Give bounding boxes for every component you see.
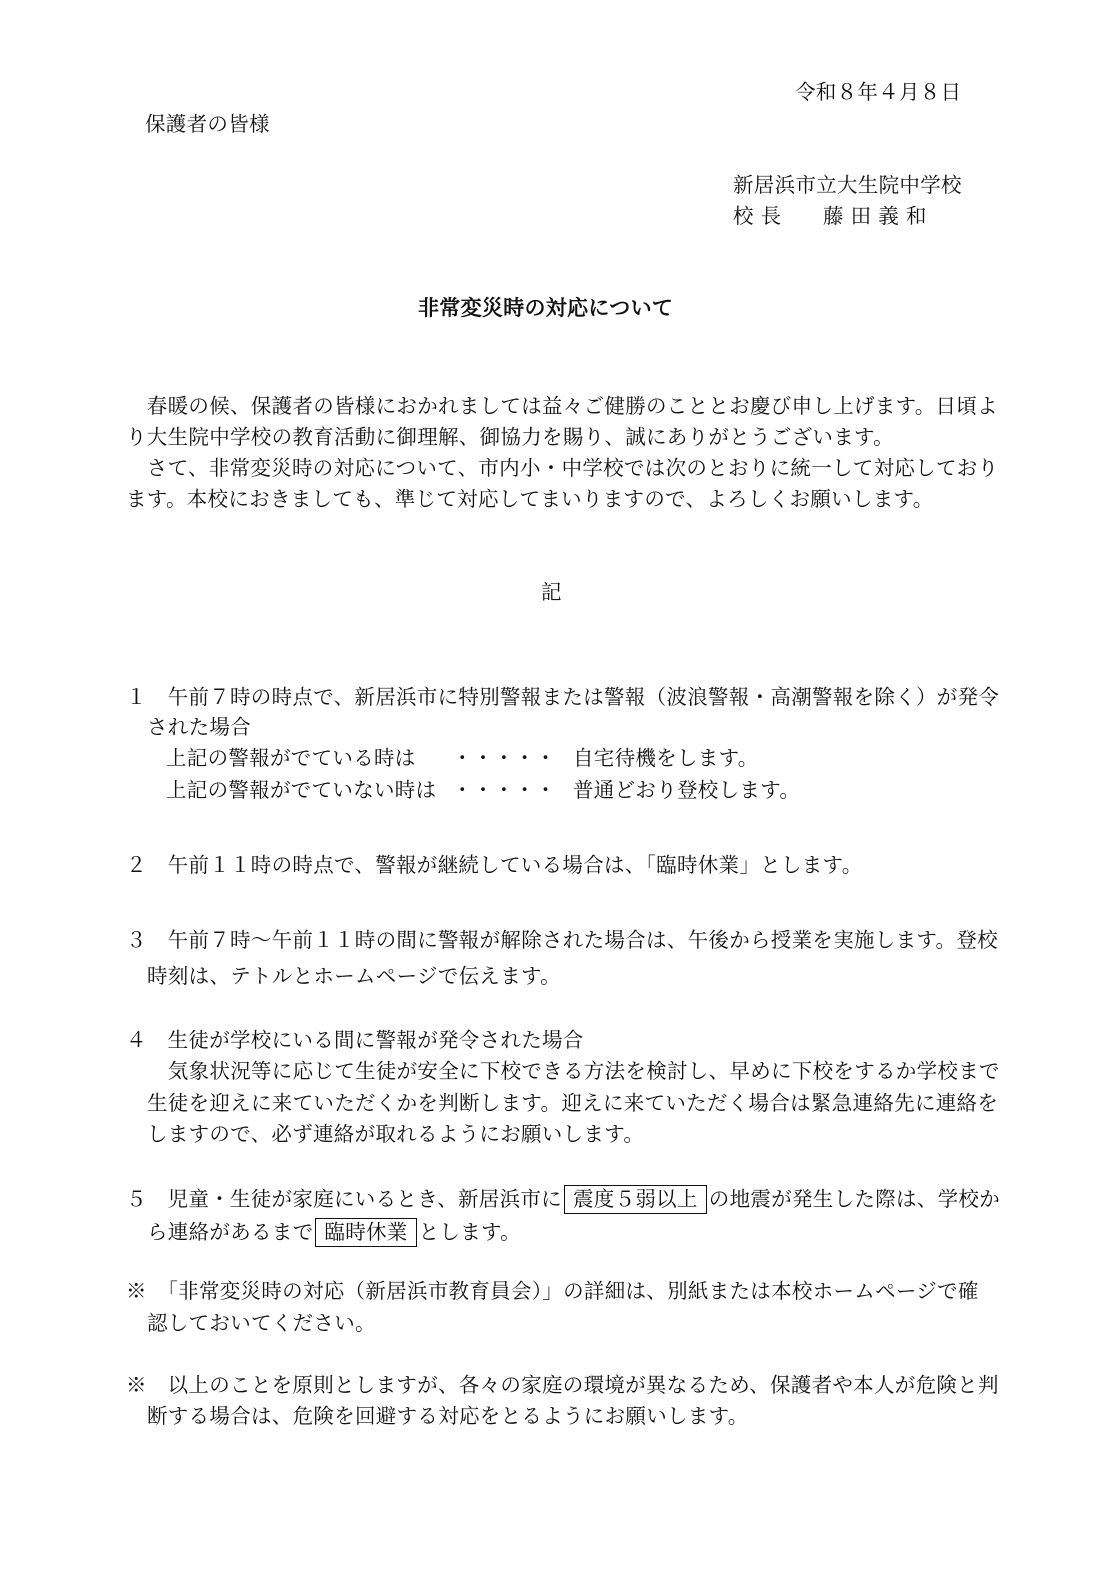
item4-line-3: 生徒を迎えに来ていただくかを判断します。迎えに来ていただく場合は緊急連絡先に連絡を bbox=[147, 1091, 999, 1115]
item5-line-2 bbox=[147, 1218, 521, 1247]
page-title: 非常変災時の対応について bbox=[418, 296, 674, 320]
intro-line-1: 春暖の候、保護者の皆様におかれましては益々ご健勝のこととお慶び申し上げます。日頃よ bbox=[126, 394, 998, 418]
item4-line-2: 気象状況等に応じて生徒が安全に下校できる方法を検討し、早めに下校をするか学校まで bbox=[147, 1059, 1000, 1083]
item1-line-1: １ 午前７時の時点で、新居浜市に特別警報または警報（波浪警報・高潮警報を除く）が発令 bbox=[126, 685, 1000, 709]
item1-row1-label: 上記の警報がでている時は bbox=[166, 746, 416, 770]
item5-line-1 bbox=[126, 1185, 1000, 1214]
item5-text-2a: ら連絡があるまで bbox=[147, 1220, 314, 1244]
seismic-intensity-box: 震度５弱以上 bbox=[564, 1185, 707, 1214]
item1-line-2: された場合 bbox=[147, 715, 251, 739]
item3-line-1: ３ 午前７時～午前１１時の間に警報が解除された場合は、午後から授業を実施します。登校 bbox=[126, 928, 998, 952]
intro-line-3: さて、非常変災時の対応について、市内小・中学校では次のとおりに統一して対応しており bbox=[126, 456, 999, 480]
temporary-closure-box: 臨時休業 bbox=[315, 1218, 416, 1247]
item1-row2-action: 普通どおり登校します。 bbox=[573, 778, 801, 802]
principal-name: 校 長 藤 田 義 和 bbox=[733, 204, 927, 228]
note1-line-1: ※ 「非常変災時の対応（新居浜市教育員会）」の詳細は、別紙または本校ホームページで確 bbox=[126, 1279, 979, 1303]
item2-line: ２ 午前１１時の時点で、警報が継続している場合は、「臨時休業」とします。 bbox=[126, 853, 863, 877]
item4-line-1: ４ 生徒が学校にいる間に警報が発令された場合 bbox=[126, 1028, 584, 1052]
intro-line-2: り大生院中学校の教育活動に御理解、御協力を賜り、誠にありがとうございます。 bbox=[126, 425, 894, 449]
item1-row2-label: 上記の警報がでていない時は bbox=[166, 778, 437, 802]
recipient: 保護者の皆様 bbox=[145, 112, 270, 136]
item5-text-2b: とします。 bbox=[418, 1220, 521, 1244]
item1-row1-action: 自宅待機をします。 bbox=[573, 746, 759, 770]
note2-line-1: ※ 以上のことを原則としますが、各々の家庭の環境が異なるため、保護者や本人が危険と判 bbox=[126, 1373, 999, 1397]
note2-line-2: 断する場合は、危険を回避する対応をとるようにお願いします。 bbox=[147, 1404, 749, 1428]
item3-line-2: 時刻は、テトルとホームページで伝えます。 bbox=[147, 964, 561, 988]
school-name: 新居浜市立大生院中学校 bbox=[733, 173, 962, 197]
date: 令和８年４月８日 bbox=[795, 80, 962, 104]
item5-text-1b: の地震が発生した際は、学校か bbox=[708, 1187, 1000, 1211]
item5-text-1a: ５ 児童・生徒が家庭にいるとき、新居浜市に bbox=[126, 1187, 562, 1211]
item1-row1-dots: ・・・・・ bbox=[452, 746, 556, 770]
intro-line-4: ます。本校におきましても、準じて対応してまいりますので、よろしくお願いします。 bbox=[126, 487, 934, 511]
note1-line-2: 認しておいてください。 bbox=[147, 1311, 376, 1335]
item1-row2-dots: ・・・・・ bbox=[452, 778, 556, 802]
item4-line-4: しますので、必ず連絡が取れるようにお願いします。 bbox=[147, 1122, 645, 1146]
ki-heading: 記 bbox=[541, 580, 562, 604]
